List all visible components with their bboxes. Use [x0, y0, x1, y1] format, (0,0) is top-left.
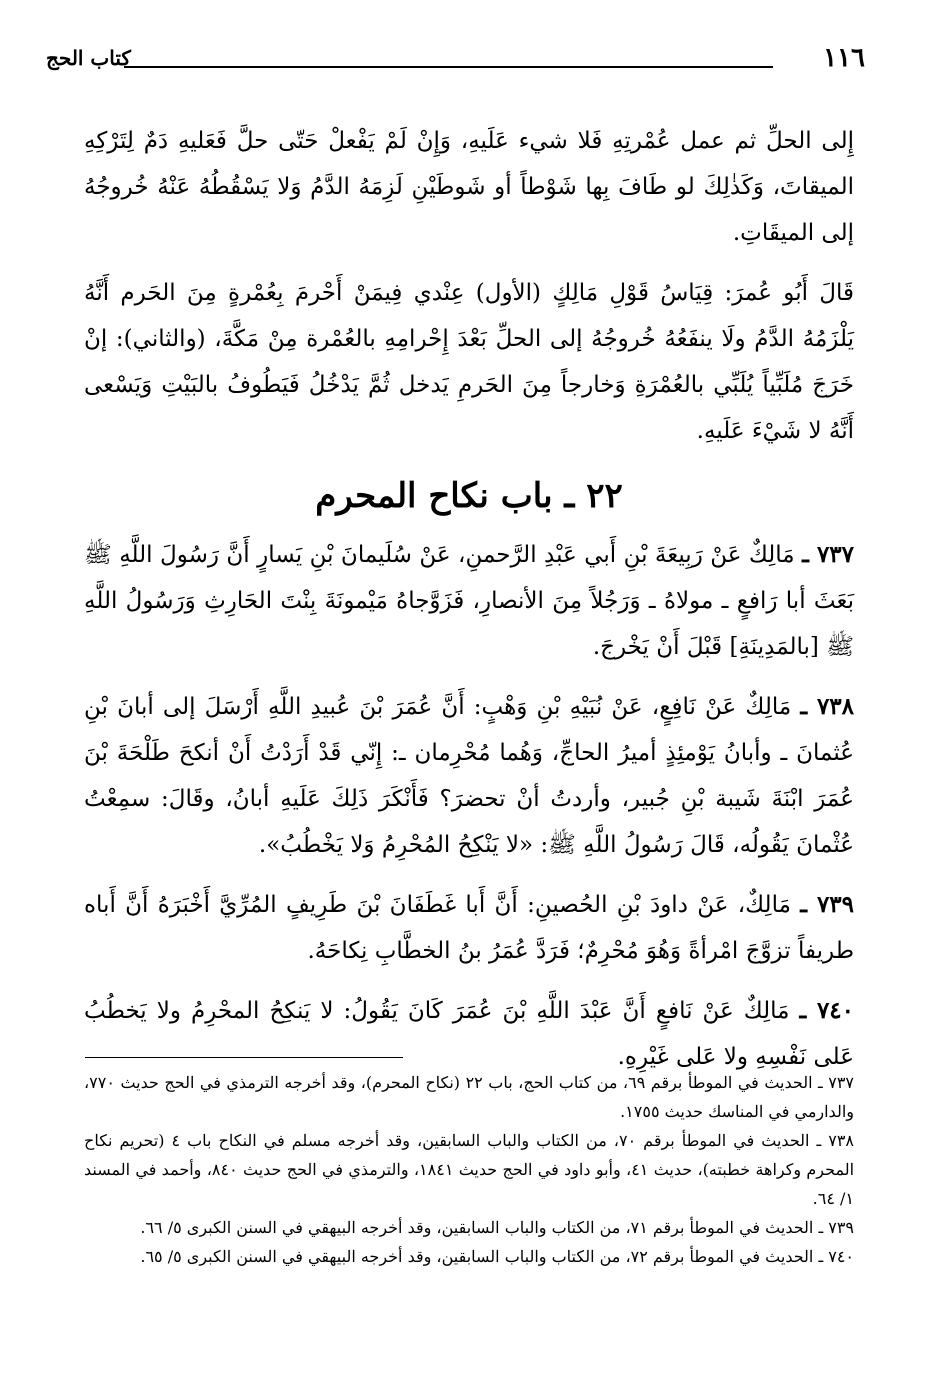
- footnote-738: ٧٣٨ ـ الحديث في الموطأ برقم ٧٠، من الكتاب والباب السابقين، وقد أخرجه مسلم في النكاح باب ٤ (تحريم نكاح المحرم وكراهة خطبته)، حديث ٤١، وأبو داود في الحج حديث ١٨٤١، والترمذي في الحج حديث ٨٤٠، وأحمد في المسند ١/ ٦٤.: [84, 1131, 855, 1208]
- hadith-740: [84, 988, 854, 1080]
- footnote-divider: [85, 1057, 403, 1058]
- footnote-737: ٧٣٧ ـ الحديث في الموطأ برقم ٦٩، من كتاب الحج، باب ٢٢ (نكاح المحرم)، وقد أخرجه الترمذي في الحج حديث ٧٧٠، والدارمي في المناسك حديث ١٧٥٥.: [84, 1073, 855, 1121]
- footnote-739: ٧٣٩ ـ الحديث في الموطأ برقم ٧١، من الكتاب والباب السابقين، وقد أخرجه البيهقي في السنن الكبرى ٥/ ٦٦.: [140, 1218, 854, 1237]
- abu-umar-paragraph: قَالَ أَبُو عُمرَ: قِيَاسُ قَوْلِ مَالِكٍ (الأول) عِنْدي فِيمَنْ أَحْرمَ بِعُمْرةٍ مِنَ الحَرم أَنَّهُ يَلْزَمُهُ الدَّمُ ولَا ينفَعُهُ خُروجُهُ إلى الحلِّ بَعْدَ إِحْرامِهِ بالعُمْرة مِنْ مَكَّةَ، (والثاني): إنْ خَرَجَ مُلَبِّياً يُلَبِّي بالعُمْرَةِ وَخارجاً مِنَ الحَرمِ يَدخل ثُمَّ يَدْخُلُ فَيَطُوفُ بالبَيْتِ وَيَسْعى أَنَّهُ لا شَيْءَ عَلَيهِ.: [84, 280, 854, 444]
- hadith-739: [84, 882, 854, 974]
- section-title: ٢٢ ـ باب نكاح المحرم: [315, 476, 623, 516]
- book-title: كتاب الحج: [46, 46, 131, 70]
- hadith-number: ٧٣٧ ـ: [802, 541, 854, 568]
- footnotes: [84, 1068, 854, 1271]
- hadith-737: [84, 532, 854, 670]
- hadith-text: مَالِكٌ، عَنْ داودَ بْنِ الحُصينِ: أَنَّ أَبا غَطَفَانَ بْنَ طَرِيفٍ المُرِّيَّ أَخْبَرَهُ أَنَّ أَباه طريفاً تزوَّجَ امْرأةً وَهُوَ مُحْرِمٌ؛ فَرَدَّ عُمَرُ بنُ الخطَّابِ نِكاحَهُ.: [84, 892, 854, 964]
- hadith-text: مَالِكٌ عَنْ نَافِعٍ، عَنْ نُبَيْهِ بْنِ وَهْبٍ: أَنَّ عُمَرَ بْنَ عُبيدِ اللَّهِ أَرْسَلَ إلى أبانَ بْنِ عُثمانَ ـ وأبانُ يَوْمئِذٍ أميرُ الحاجِّ، وَهُما مُحْرِمان ـ: إِنّي قَدْ أَرَدْتُ أَنْ أنكحَ طَلْحَةَ بْنَ عُمَرَ ابْنَةَ شَيبة بْنِ جُبير، وأردتُ أنْ تحضرَ؟ فَأَنْكَرَ ذَلِكَ عَلَيهِ أبانُ، وقَالَ: سمِعْتُ عُثْمانَ يَقُولُه، قَالَ رَسُولُ اللَّهِ ﷺ: «لا يَنْكِحُ المُحْرِمُ وَلا يَخْطُبُ».: [84, 694, 854, 858]
- header-rule: [124, 66, 773, 68]
- intro-paragraph: إِلى الحلِّ ثم عمل عُمْرتِهِ فَلا شيء عَلَيهِ، وَإِنْ لَمْ يَفْعلْ حَتّى حلَّ فَعَليهِ دَمٌ لِتَرْكِهِ الميقاتَ، وَكَذٰلِكَ لو طَافَ بِها شَوْطاً أو شَوطَيْنِ لَزِمَهُ الدَّمُ وَلا يَسْقُطُهُ عَنْهُ خُروجُهُ إلى الميقَاتِ.: [84, 128, 854, 246]
- hadith-number: ٧٣٨ ـ: [800, 693, 854, 720]
- hadith-738: [84, 684, 854, 868]
- hadith-text: مَالِكٌ عَنْ نَافعٍ أَنَّ عَبْدَ اللَّهِ بْنَ عُمَرَ كَانَ يَقُولُ: لا يَنكِحُ المحْرِمُ ولا يَخطُبُ عَلى نَفْسِهِ ولا عَلى غَيْرِهِ.: [84, 998, 854, 1070]
- hadith-text: مَالِكٌ عَنْ رَبِيعَةَ بْنِ أَبي عَبْدِ الرَّحمنِ، عَنْ سُلَيمانَ بْنِ يَسارٍ أَنَّ رَسُولَ اللَّهِ ﷺ بَعَثَ أبا رَافعٍ ـ مولاهُ ـ وَرَجُلاً مِنَ الأنصارِ، فَزَوَّجاهُ مَيْمونَةَ بِنْتَ الحَارِثِ وَرَسُولُ اللَّهِ ﷺ [بالمَدِينَةِ] قَبْلَ أَنْ يَخْرجَ.: [84, 542, 854, 660]
- hadith-number: ٧٣٩ ـ: [800, 891, 854, 918]
- running-header: [46, 40, 865, 76]
- footnote-740: ٧٤٠ ـ الحديث في الموطأ برقم ٧٢، من الكتاب والباب السابقين، وقد أخرجه البيهقي في السنن الكبرى ٥/ ٦٥.: [140, 1247, 854, 1266]
- main-text: [84, 118, 854, 1094]
- page-number: ١١٦: [823, 43, 865, 73]
- hadith-number: ٧٤٠ ـ: [799, 997, 855, 1024]
